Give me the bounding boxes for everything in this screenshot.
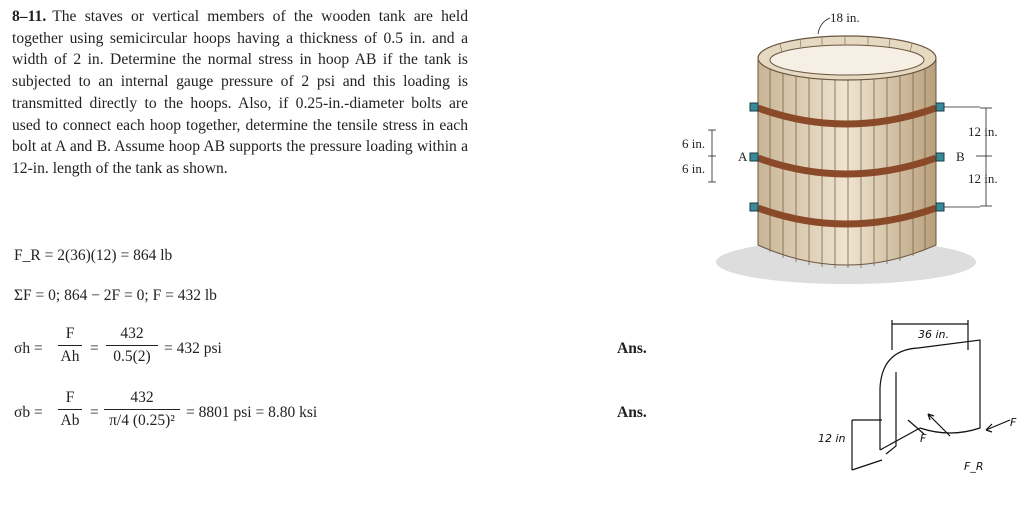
sigma-h-frac1: [58, 325, 82, 366]
radius-leader: [818, 18, 830, 34]
problem-number: 8–11.: [12, 8, 47, 25]
frac-den: π/4 (0.25)²: [109, 412, 175, 429]
sketch-force-F-right: F: [1010, 416, 1017, 429]
answer-label-1: Ans.: [617, 340, 647, 357]
sketch-force-F-left: F: [920, 432, 927, 445]
equals-sign: =: [90, 340, 99, 357]
dim-12in-bottom: 12 in.: [968, 171, 998, 186]
dim-6in-bottom: 6 in.: [682, 161, 706, 176]
sigma-b-frac1: [58, 389, 82, 430]
frac-num: F: [65, 389, 75, 406]
free-body-sketch: [800, 310, 1024, 500]
half-cylinder-sketch: [852, 320, 1010, 470]
sigma-h-lhs: σh =: [14, 340, 43, 357]
frac-den: Ah: [60, 348, 80, 365]
frac-den: 0.5(2): [113, 348, 151, 365]
frac-num: 432: [130, 389, 154, 406]
sketch-dim-36: 36 in.: [918, 328, 950, 341]
frac-num: F: [65, 325, 75, 342]
dim-6in-top: 6 in.: [682, 136, 706, 151]
equals-sign: =: [90, 404, 99, 421]
dim-12in-top: 12 in.: [968, 124, 998, 139]
frac-den: Ab: [60, 412, 80, 429]
sketch-dim-12: 12 in: [818, 432, 846, 445]
frac-num: 432: [120, 325, 144, 342]
right-dim-lines: [944, 107, 992, 207]
sigma-b-result: = 8801 psi = 8.80 ksi: [186, 404, 318, 421]
sigma-b-lhs: σb =: [14, 404, 43, 421]
sigma-h-frac2: [106, 325, 158, 366]
problem-statement: [12, 6, 468, 180]
sigma-b-frac2: [104, 389, 180, 430]
dim-18in: 18 in.: [830, 10, 860, 25]
left-dim-lines: [708, 130, 716, 182]
sigma-h-result: = 432 psi: [164, 340, 222, 357]
equilibrium-equation: ΣF = 0; 864 − 2F = 0; F = 432 lb: [14, 287, 217, 304]
resultant-force-equation: F_R = 2(36)(12) = 864 lb: [14, 247, 173, 264]
problem-text: The staves or vertical members of the wooden tank are held together using semicircular hoops having a thickness of 0.5 in. and a width of 2 in. Determine the normal stress in hoop AB if the tank is subjected to an internal gauge pressure of 2 psi and this loading is transmitted directly to the hoops. Also, if 0.25-in.-diameter bolts are used to connect each hoop together, determine the tensile stress in each bolt at A and B. Assume hoop AB supports the pressure loading within a 12-in. length of the tank as shown.: [12, 8, 468, 177]
sketch-force-FR: F_R: [964, 460, 984, 473]
answer-label-2: Ans.: [617, 404, 647, 421]
tank-figure: [670, 0, 1024, 300]
label-A: A: [738, 149, 748, 164]
label-B: B: [956, 149, 965, 164]
tank-rim-inner: [770, 45, 924, 75]
